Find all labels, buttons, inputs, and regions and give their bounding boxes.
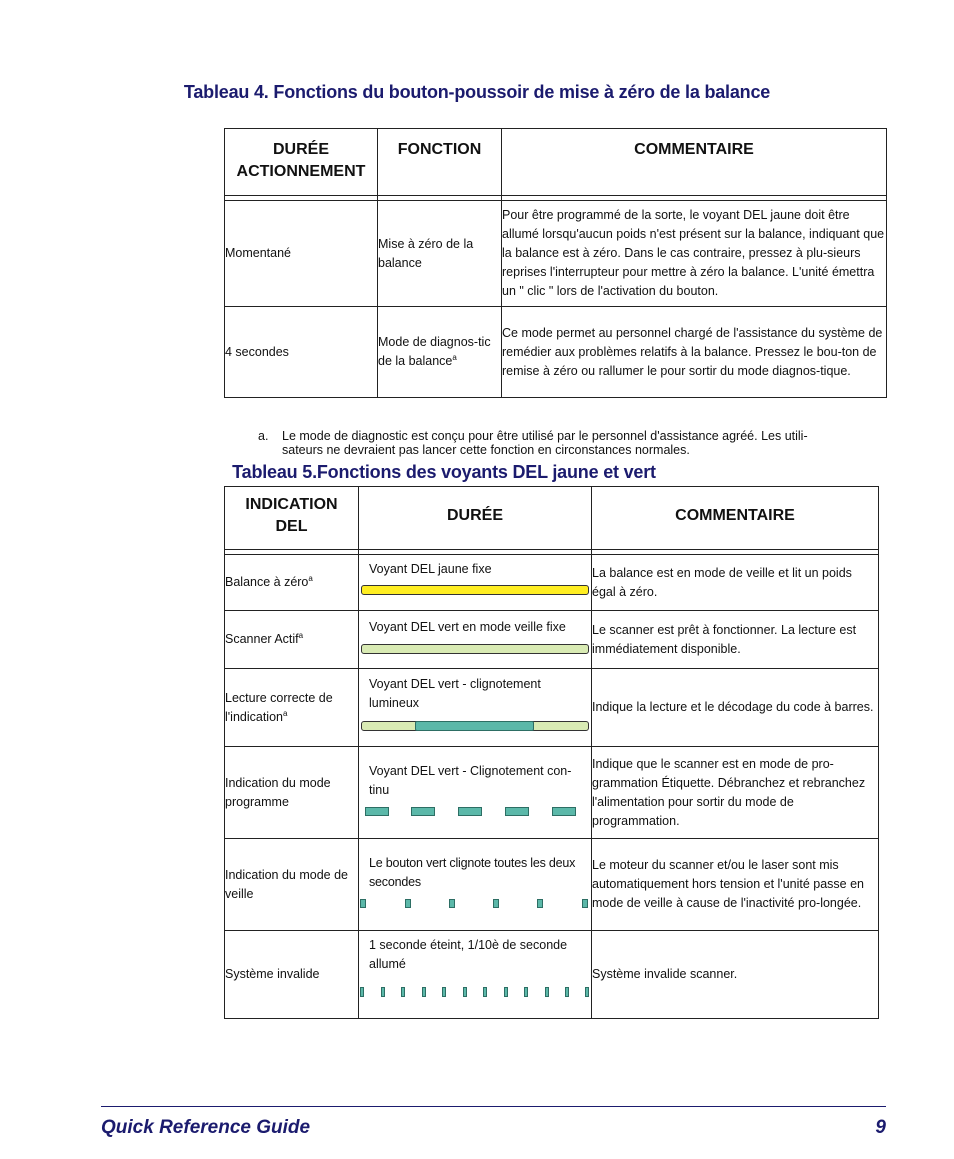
led-blink-segment: [483, 987, 487, 997]
led-blink-segment: [493, 899, 499, 908]
table5-header-row: [225, 487, 879, 555]
table5-cell-duree-text: Le bouton vert clignote toutes les deux secondes: [369, 856, 576, 889]
table5-cell-indication: Indication du mode programme: [225, 747, 359, 839]
table-row: [225, 307, 887, 398]
table5-cell-duree-text: Voyant DEL jaune fixe: [369, 562, 492, 576]
table5-cell-commentaire: La balance est en mode de veille et lit un poids égal à zéro.: [592, 555, 879, 611]
table5-cell-indication: [225, 555, 359, 611]
led-blink-segment: [585, 987, 589, 997]
table5-cell-duree: [359, 839, 592, 931]
table4-title: Tableau 4. Fonctions du bouton-poussoir de mise à zéro de la balance: [183, 82, 771, 102]
table5-cell-commentaire: Indique la lecture et le décodage du code à barres.: [592, 669, 879, 747]
table5-cell-commentaire: Le moteur du scanner et/ou le laser sont mis automatiquement hors tension et l'unité passe en mode de veille à cause de l'inactivité pro-longée.: [592, 839, 879, 931]
table4-cell-duree: 4 secondes: [225, 307, 378, 398]
table5-cell-indication-text: Balance à zéro: [225, 575, 309, 589]
table5-cell-commentaire: Système invalide scanner.: [592, 931, 879, 1019]
table5-cell-duree-text: 1 seconde éteint, 1/10è de seconde allumé: [369, 938, 568, 971]
footnote-text: Le mode de diagnostic est conçu pour être utilisé par le personnel d'assistance agréé. Les utili-sateurs ne devraient pas lancer cette fonction en circonstances normales.: [282, 429, 808, 457]
led-blink-segment: [360, 987, 364, 997]
table4-cell-fonction: [378, 307, 502, 398]
table5-header-commentaire: COMMENTAIRE: [592, 487, 879, 555]
table5-cell-indication-text: Lecture correcte de l'indication: [225, 690, 333, 724]
led-blink-segment: [524, 987, 528, 997]
table5-header-indication: INDICATION DEL: [225, 487, 359, 555]
led-blink-segment: [552, 807, 576, 816]
footer-rule: [101, 1106, 886, 1107]
led-blink-segment: [405, 899, 411, 908]
led-blink-segment: [458, 807, 482, 816]
table-row: [225, 201, 887, 307]
table4-header-commentaire: COMMENTAIRE: [502, 129, 887, 201]
led-blink-segment: [537, 899, 543, 908]
footnote-label: a.: [258, 429, 269, 443]
table-row: [225, 747, 879, 839]
led-blink-segment: [381, 987, 385, 997]
table5-cell-duree: [359, 747, 592, 839]
table5-title: Tableau 5.Fonctions des voyants DEL jaune et vert: [232, 462, 656, 482]
led-blink-segment: [565, 987, 569, 997]
page-number: 9: [875, 1117, 886, 1138]
led-blink-segment: [442, 987, 446, 997]
table4-cell-duree: Momentané: [225, 201, 378, 307]
table4-cell-commentaire: Pour être programmé de la sorte, le voyant DEL jaune doit être allumé lorsqu'aucun poids n'est présent sur la balance, indiquant que la balance est à zéro. Dans le cas contraire, pressez à plu-sieurs reprises l'interrupteur pour mettre à zéro la balance. L'unité émettra un " clic " lors de l'activation du bouton.: [502, 201, 887, 307]
table5-header-duree: DURÉE: [359, 487, 592, 555]
table5-cell-indication: [225, 611, 359, 669]
led-blink-segment: [401, 987, 405, 997]
table4-header-fonction: FONCTION: [378, 129, 502, 201]
table4-header-row: [225, 129, 887, 201]
table-row: [225, 931, 879, 1019]
table5: [224, 486, 879, 1019]
table4: [224, 128, 887, 398]
table5-cell-duree: [359, 611, 592, 669]
table4-cell-fonction: Mise à zéro de la balance: [378, 201, 502, 307]
led-blink-segment: [545, 987, 549, 997]
led-blink-segment: [449, 899, 455, 908]
footnote: [258, 429, 842, 457]
footnote-ref[interactable]: a: [308, 573, 313, 583]
table4-cell-commentaire: Ce mode permet au personnel chargé de l'assistance du système de remédier aux problèmes relatifs à la balance. Pressez le bou-ton de remise à zéro ou rallumer le pour sortir du mode diagnos-tique.: [502, 307, 887, 398]
table-row: [225, 839, 879, 931]
led-blink-segment: [422, 987, 426, 997]
table4-cell-fonction-text: Mode de diagnos-tic de la balance: [378, 335, 491, 368]
table5-cell-commentaire: Indique que le scanner est en mode de pro-grammation Étiquette. Débranchez et rebranchez l'alimentation pour sortir du mode de programmation.: [592, 747, 879, 839]
table5-cell-commentaire: Le scanner est prêt à fonctionner. La lecture est immédiatement disponible.: [592, 611, 879, 669]
table5-cell-duree: [359, 931, 592, 1019]
table-row: [225, 669, 879, 747]
led-blink-segment: [504, 987, 508, 997]
led-green-flash-pulse: [415, 721, 534, 731]
led-blink-segment: [463, 987, 467, 997]
led-blink-segment: [360, 899, 366, 908]
table5-cell-duree-text: Voyant DEL vert - Clignotement con-tinu: [369, 764, 572, 797]
table5-cell-duree: [359, 555, 592, 611]
table5-cell-indication: Système invalide: [225, 931, 359, 1019]
footer-guide-title: Quick Reference Guide: [101, 1117, 311, 1138]
led-blink-segment: [365, 807, 389, 816]
led-yellow-steady-indicator: [361, 585, 589, 595]
table5-cell-duree-text: Voyant DEL vert - clignotement lumineux: [369, 677, 541, 710]
led-blink-segment: [505, 807, 529, 816]
table-row: [225, 611, 879, 669]
table-row: [225, 555, 879, 611]
footnote-ref[interactable]: a: [282, 708, 288, 718]
footnote-ref[interactable]: a: [298, 630, 304, 640]
footnote-ref[interactable]: a: [452, 352, 457, 362]
led-blink-segment: [582, 899, 588, 908]
table5-cell-indication-text: Scanner Actif: [225, 632, 299, 646]
table5-cell-duree-text: Voyant DEL vert en mode veille fixe: [369, 620, 566, 634]
table5-cell-indication: [225, 669, 359, 747]
table4-header-duree: DURÉE ACTIONNEMENT: [225, 129, 378, 201]
led-blink-segment: [411, 807, 435, 816]
table5-cell-indication: Indication du mode de veille: [225, 839, 359, 931]
table5-cell-duree: [359, 669, 592, 747]
led-green-steady-indicator: [361, 644, 589, 654]
